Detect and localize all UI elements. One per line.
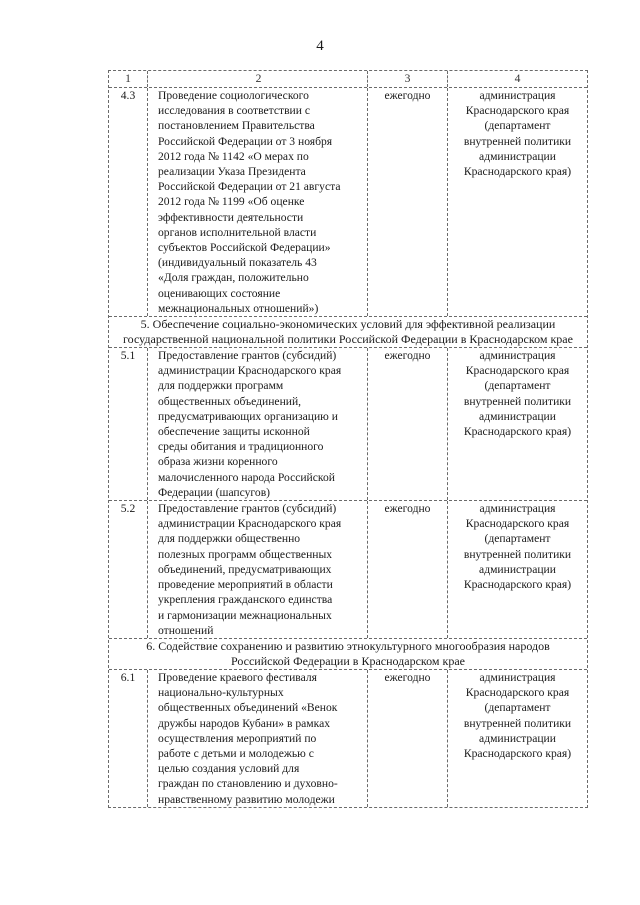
measure-description-line: обеспечение защиты исконной bbox=[158, 425, 310, 439]
executor-line: администрация bbox=[479, 89, 556, 102]
executor-line: (департамент bbox=[484, 701, 551, 715]
measure-description bbox=[147, 348, 367, 500]
header-col-3: 3 bbox=[367, 71, 447, 87]
measure-description-line: проведение мероприятий в области bbox=[158, 578, 333, 592]
section-title-line: 6. Содействие сохранению и развитию этнокультурного многообразия народов bbox=[146, 638, 550, 653]
measure-description-line: общественных объединений «Венок bbox=[158, 701, 338, 715]
term: ежегодно bbox=[367, 501, 447, 638]
executor-line: администрации bbox=[479, 562, 556, 576]
measure-description-line: субъектов Российской Федерации» bbox=[158, 241, 331, 255]
header-col-4: 4 bbox=[447, 71, 587, 87]
measure-description-line: Проведение краевого фестиваля bbox=[158, 670, 317, 684]
measure-description-line: для поддержки программ bbox=[158, 379, 284, 393]
section-title-line: государственной национальной политики Российской Федерации в Краснодарском крае bbox=[123, 332, 573, 347]
executor-line: внутренней политики bbox=[463, 716, 572, 730]
measure-description bbox=[147, 501, 367, 638]
measure-description-line: малочисленного народа Российской bbox=[158, 470, 335, 484]
executor-line: Краснодарского края) bbox=[463, 425, 572, 439]
measure-description-line: Российской Федерации от 21 августа bbox=[158, 180, 341, 194]
section-title bbox=[109, 316, 587, 347]
measure-description-line: эффективности деятельности bbox=[158, 210, 304, 224]
table-row bbox=[109, 500, 587, 638]
executor-line: (департамент bbox=[484, 379, 551, 393]
executor bbox=[447, 670, 587, 807]
executor-line: внутренней политики bbox=[463, 547, 572, 561]
measure-description-line: Предоставление грантов (субсидий) bbox=[158, 349, 337, 363]
measure-description-line: реализации Указа Президента bbox=[158, 165, 306, 179]
section-title bbox=[109, 638, 587, 669]
executor bbox=[447, 88, 587, 316]
executor-line: администрация bbox=[479, 349, 556, 363]
measure-description-line: администрации Краснодарского края bbox=[158, 364, 342, 378]
term: ежегодно bbox=[367, 88, 447, 316]
measure-description-line: среды обитания и традиционного bbox=[158, 440, 324, 454]
table-body bbox=[109, 87, 587, 807]
measure-description-line: работе с детьми и молодежью с bbox=[158, 746, 314, 760]
table-row bbox=[109, 669, 587, 807]
measure-description bbox=[147, 88, 367, 316]
measure-description-line: общественных объединений, bbox=[158, 394, 302, 408]
executor-line: администрация bbox=[479, 502, 556, 516]
measure-description-line: (индивидуальный показатель 43 bbox=[158, 256, 317, 270]
measure-description-line: исследования в соответствии с bbox=[158, 104, 311, 118]
measure-description-line: «Доля граждан, положительно bbox=[158, 271, 309, 285]
executor-line: Краснодарского края bbox=[465, 517, 570, 531]
table-row bbox=[109, 347, 587, 500]
item-number: 5.1 bbox=[120, 349, 136, 363]
item-number: 5.2 bbox=[120, 502, 136, 516]
executor-line: Краснодарского края bbox=[465, 364, 570, 378]
measure-description-line: администрации Краснодарского края bbox=[158, 517, 342, 531]
measure-description-line: укрепления гражданского единства bbox=[158, 593, 333, 607]
table-header-row bbox=[109, 71, 587, 87]
executor-line: Краснодарского края) bbox=[463, 165, 572, 179]
measure-description-line: объединений, предусматривающих bbox=[158, 562, 332, 576]
measure-description-line: граждан по становлению и духовно- bbox=[158, 777, 338, 791]
measure-description-line: органов исполнительной власти bbox=[158, 225, 317, 239]
header-col-2: 2 bbox=[147, 71, 367, 87]
measures-table bbox=[108, 70, 588, 808]
measure-description-line: нравственному развитию молодежи bbox=[158, 792, 335, 806]
measure-description-line: 2012 года № 1199 «Об оценке bbox=[158, 195, 305, 209]
section-title-line: 5. Обеспечение социально-экономических условий для эффективной реализации bbox=[140, 317, 556, 332]
measure-description-line: полезных программ общественных bbox=[158, 547, 333, 561]
header-col-1: 1 bbox=[125, 72, 131, 85]
measure-description-line: Предоставление грантов (субсидий) bbox=[158, 502, 337, 516]
measure-description-line: Федерации (шапсугов) bbox=[158, 485, 271, 499]
executor-line: администрации bbox=[479, 149, 556, 163]
term: ежегодно bbox=[367, 348, 447, 500]
page-number: 4 bbox=[316, 38, 324, 54]
measure-description-line: предусматривающих организацию и bbox=[158, 409, 338, 423]
measure-description-line: дружбы народов Кубани» в рамках bbox=[158, 716, 331, 730]
executor-line: Краснодарского края) bbox=[463, 746, 572, 760]
executor-line: (департамент bbox=[484, 119, 551, 133]
measure-description bbox=[147, 670, 367, 807]
executor bbox=[447, 348, 587, 500]
section-title-line: Российской Федерации в Краснодарском крае bbox=[230, 653, 466, 668]
item-number: 4.3 bbox=[120, 89, 136, 102]
measure-description-line: постановлением Правительства bbox=[158, 119, 315, 133]
executor-line: (департамент bbox=[484, 532, 551, 546]
measure-description-line: целью создания условий для bbox=[158, 762, 300, 776]
executor-line: администрации bbox=[479, 409, 556, 423]
measure-description-line: Российской Федерации от 3 ноября bbox=[158, 134, 333, 148]
executor-line: Краснодарского края bbox=[465, 686, 570, 700]
executor-line: Краснодарского края) bbox=[463, 578, 572, 592]
measure-description-line: осуществления мероприятий по bbox=[158, 731, 317, 745]
measure-description-line: для поддержки общественно bbox=[158, 532, 301, 546]
executor-line: администрация bbox=[479, 670, 556, 684]
table-row bbox=[109, 87, 587, 316]
measure-description-line: межнациональных отношений») bbox=[158, 301, 319, 315]
measure-description-line: отношений bbox=[158, 623, 214, 637]
measure-description-line: национально-культурных bbox=[158, 686, 284, 700]
measure-description-line: и гармонизации межнациональных bbox=[158, 608, 332, 622]
executor-line: администрации bbox=[479, 731, 556, 745]
measure-description-line: Проведение социологического bbox=[158, 89, 309, 102]
executor-line: внутренней политики bbox=[463, 394, 572, 408]
term: ежегодно bbox=[367, 670, 447, 807]
executor bbox=[447, 501, 587, 638]
executor-line: внутренней политики bbox=[463, 134, 572, 148]
measure-description-line: образа жизни коренного bbox=[158, 455, 278, 469]
item-number: 6.1 bbox=[120, 670, 136, 684]
measure-description-line: 2012 года № 1142 «О мерах по bbox=[158, 149, 309, 163]
executor-line: Краснодарского края bbox=[465, 104, 570, 118]
measure-description-line: оценивающих состояние bbox=[158, 286, 281, 300]
